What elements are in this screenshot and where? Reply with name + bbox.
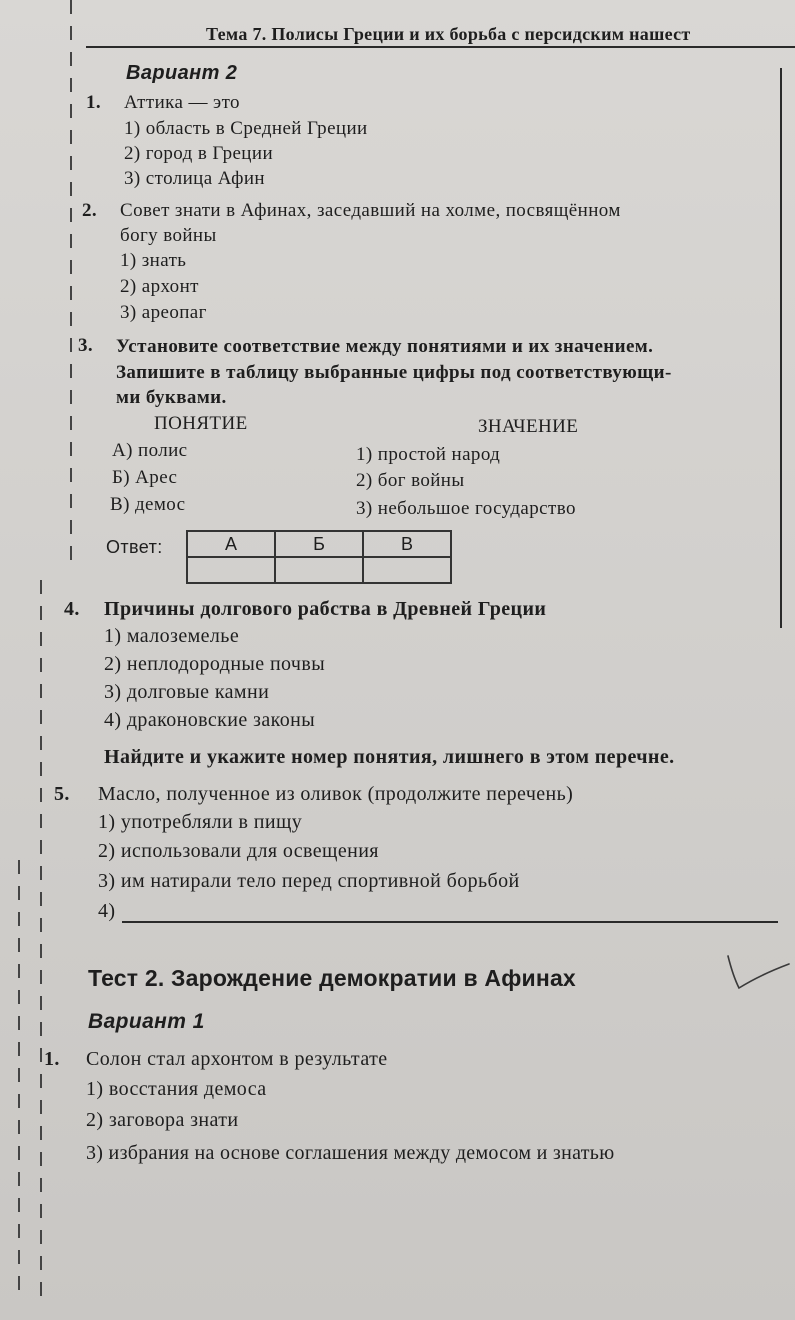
q1-option: 3) столица Афин	[124, 168, 265, 189]
t2-q1-number: 1.	[44, 1048, 60, 1070]
q5-text: Масло, полученное из оливок (продолжите перечень)	[98, 783, 574, 805]
q2-text: богу войны	[120, 225, 217, 246]
q3-text: Запишите в таблицу выбранные цифры под соответствующи-	[116, 362, 672, 383]
q3-meaning: 1) простой народ	[356, 444, 501, 465]
q3-answer-label: Ответ:	[106, 537, 163, 557]
header-rule	[86, 46, 795, 48]
q4-option: 3) долговые камни	[104, 681, 270, 703]
cut-line-far-left	[18, 860, 20, 1290]
q3-col-header-meaning: ЗНАЧЕНИЕ	[478, 416, 579, 437]
q2-text: Совет знати в Афинах, заседавший на холме, посвящённом	[120, 200, 621, 221]
q2-option: 3) ареопаг	[120, 302, 207, 323]
q4-option: 4) драконовские законы	[104, 709, 316, 731]
q5-option: 1) употребляли в пищу	[98, 811, 303, 833]
q5-option: 3) им натирали тело перед спортивной борьбой	[98, 870, 520, 892]
t2-q1-text: Солон стал архонтом в результате	[86, 1048, 388, 1070]
q1-option: 1) область в Средней Греции	[124, 118, 368, 139]
page-header: Тема 7. Полисы Греции и их борьба с персидским нашест	[206, 24, 691, 44]
variant-title: Вариант 2	[126, 62, 238, 84]
q3-meaning: 2) бог войны	[356, 470, 465, 491]
answer-header-cell: А	[187, 531, 275, 557]
right-margin-rule	[780, 68, 782, 628]
q2-option: 2) архонт	[120, 276, 199, 297]
q4-text: Причины долгового рабства в Древней Греции	[104, 598, 547, 620]
q4-number: 4.	[64, 598, 80, 620]
q2-option: 1) знать	[120, 250, 187, 271]
q3-col-header-concept: ПОНЯТИЕ	[154, 413, 248, 434]
test2-title: Тест 2. Зарождение демократии в Афинах	[88, 965, 576, 991]
answer-input-cell[interactable]	[363, 557, 451, 583]
q1-option: 2) город в Греции	[124, 143, 274, 164]
q1-text: Аттика — это	[124, 92, 240, 113]
q2-number: 2.	[82, 200, 98, 221]
q5-number: 5.	[54, 783, 70, 805]
test2-variant: Вариант 1	[88, 1010, 205, 1033]
q4-option: 2) неплодородные почвы	[104, 653, 326, 675]
q3-concept: Б) Арес	[112, 467, 178, 488]
answer-header-cell: Б	[275, 531, 363, 557]
q5-option: 2) использовали для освещения	[98, 840, 379, 862]
t2-q1-option: 1) восстания демоса	[86, 1078, 267, 1100]
answer-input-cell[interactable]	[187, 557, 275, 583]
t2-q1-option: 3) избрания на основе соглашения между демосом и знатью	[86, 1142, 615, 1164]
q3-text: Установите соответствие между понятиями и их значением.	[116, 336, 654, 357]
answer-header-cell: В	[363, 531, 451, 557]
q3-meaning: 3) небольшое государство	[356, 498, 576, 519]
q3-text: ми буквами.	[116, 387, 227, 408]
q4-instruction: Найдите и укажите номер понятия, лишнего в этом перечне.	[104, 746, 675, 768]
cut-line-left	[70, 0, 72, 560]
checkmark-icon	[725, 950, 791, 996]
t2-q1-option: 2) заговора знати	[86, 1109, 239, 1131]
cut-line-left-lower	[40, 580, 42, 1300]
q3-number: 3.	[78, 335, 94, 356]
q4-option: 1) малоземелье	[104, 625, 240, 647]
q5-answer-line[interactable]	[122, 921, 778, 923]
q3-concept: В) демос	[110, 494, 186, 515]
answer-input-cell[interactable]	[275, 557, 363, 583]
q3-answer-table	[186, 530, 452, 584]
q5-option: 4)	[98, 900, 116, 922]
q1-number: 1.	[86, 92, 102, 113]
q3-concept: А) полис	[112, 440, 188, 461]
